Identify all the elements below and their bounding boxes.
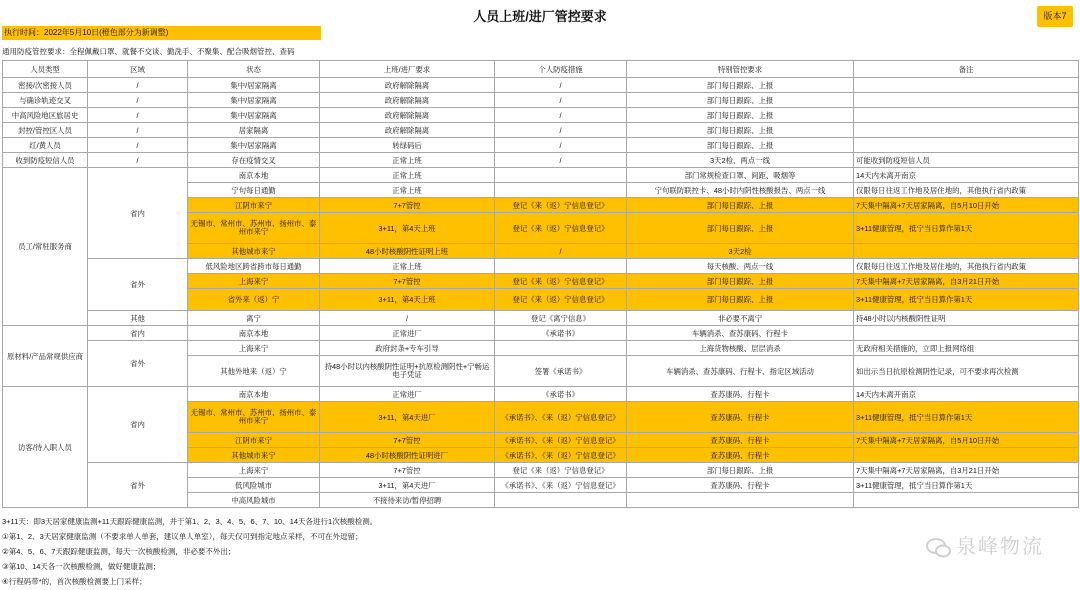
table-header-row <box>3 61 1079 78</box>
cell-area: / <box>88 93 188 108</box>
cell-status: 集中/居家隔离 <box>188 78 320 93</box>
cell-status: 江阴市来宁 <box>188 433 320 448</box>
cell-type: 密接/次密接人员 <box>3 78 88 93</box>
table-row <box>3 123 1079 138</box>
cell-note: 7天集中隔离+7天居家隔离，自3月21日开始 <box>854 463 1079 478</box>
cell-personal: / <box>495 123 627 138</box>
cell-status: 南京本地 <box>188 387 320 402</box>
cell-req: 政府解除隔离 <box>320 108 495 123</box>
cell-special: 查苏康码、行程卡 <box>627 387 854 402</box>
cell-special: 查苏康码、行程卡 <box>627 402 854 433</box>
cell-note: 14天内未离开南京 <box>854 387 1079 402</box>
cell-status: 江阴市来宁 <box>188 198 320 213</box>
cell-req: 正常进厂 <box>320 387 495 402</box>
cell-note <box>854 448 1079 463</box>
cell-personal: 《承诺书》、《来（返）宁信息登记》 <box>495 402 627 433</box>
footnote: 3+11天：即3天居家健康监测+11天跟踪健康监测，并于第1、2、3、4、5、6、7、10、14天各进行1次核酸检测。 <box>2 517 378 526</box>
table-row <box>3 341 1079 356</box>
table-row <box>3 153 1079 168</box>
control-table <box>2 60 1079 508</box>
cell-req: 3+11，第4天进厂 <box>320 478 495 493</box>
cell-req: 政府解除隔离 <box>320 123 495 138</box>
cell-note: 3+11健康管理，抵宁当日算作第1天 <box>854 289 1079 311</box>
cell-personal: 登记《来（返）宁信息登记》 <box>495 274 627 289</box>
cell-note: 3+11健康管理，抵宁当日算作第1天 <box>854 213 1079 244</box>
footnote: ④行程码带*的，首次核酸检测要上门采样； <box>2 577 147 586</box>
cell-note <box>854 123 1079 138</box>
cell-status: 无锡市、常州市、苏州市、扬州市、泰州市来宁 <box>188 402 320 433</box>
cell-req: 7+7管控 <box>320 433 495 448</box>
cell-area: / <box>88 153 188 168</box>
cell-personal: / <box>495 153 627 168</box>
cell-personal: / <box>495 138 627 153</box>
cell-special: 查苏康码、行程卡 <box>627 448 854 463</box>
cell-note <box>854 493 1079 508</box>
watermark <box>926 530 1044 559</box>
cell-note: 可能收到防疫短信人员 <box>854 153 1079 168</box>
cell-special: 部门每日跟踪、上报 <box>627 289 854 311</box>
cell-status: 上海来宁 <box>188 341 320 356</box>
cell-area: 省内 <box>88 326 188 341</box>
footnote: ③第10、14天各一次核酸检测，做好健康监测； <box>2 562 161 571</box>
cell-type: 访客/待入职人员 <box>3 387 88 508</box>
col-header: 上班/进厂要求 <box>320 61 495 78</box>
table-row <box>3 138 1079 153</box>
cell-status: 无锡市、常州市、苏州市、扬州市、泰州市来宁 <box>188 213 320 244</box>
cell-status: 宁句每日通勤 <box>188 183 320 198</box>
cell-status: 南京本地 <box>188 326 320 341</box>
cell-status: 上海来宁 <box>188 274 320 289</box>
cell-personal <box>495 168 627 183</box>
cell-status: 存在疫情交叉 <box>188 153 320 168</box>
cell-note <box>854 326 1079 341</box>
col-header: 特别管控要求 <box>627 61 854 78</box>
cell-area: 省外 <box>88 341 188 387</box>
cell-personal: 登记《来（返）宁信息登记》 <box>495 198 627 213</box>
cell-note: 无政府相关措施的，立即上报网络组 <box>854 341 1079 356</box>
cell-personal <box>495 493 627 508</box>
cell-status: 集中/居家隔离 <box>188 108 320 123</box>
cell-type: 收到防疫短信人员 <box>3 153 88 168</box>
cell-status: 集中/居家隔离 <box>188 138 320 153</box>
footnote: ①第1、2、3天居家健康监测（不要求单人单套，建议单人单室），每天仅可到指定地点采样，不可在外逗留； <box>2 532 363 541</box>
table-row <box>3 259 1079 274</box>
table-row <box>3 108 1079 123</box>
cell-personal: / <box>495 78 627 93</box>
cell-special: 部门每日跟踪、上报 <box>627 274 854 289</box>
cell-note: 7天集中隔离+7天居家隔离，自3月21日开始 <box>854 274 1079 289</box>
cell-personal <box>495 183 627 198</box>
table-row <box>3 78 1079 93</box>
cell-req: 7+7管控 <box>320 274 495 289</box>
cell-type: 员工/常驻服务商 <box>3 168 88 326</box>
cell-personal <box>495 259 627 274</box>
col-header: 备注 <box>854 61 1079 78</box>
cell-req: 3+11，第4天上班 <box>320 213 495 244</box>
watermark-text: 泉峰物流 <box>956 536 1044 558</box>
cell-req: 7+7管控 <box>320 463 495 478</box>
cell-personal: / <box>495 108 627 123</box>
cell-special: 部门每日跟踪、上报 <box>627 138 854 153</box>
cell-note: 7天集中隔离+7天居家隔离，自5月10日开始 <box>854 433 1079 448</box>
cell-type: 中高风险地区旅居史 <box>3 108 88 123</box>
cell-special: 部门每日跟踪、上报 <box>627 463 854 478</box>
cell-note: 仅限每日往返工作地及居住地的，其他执行省内政策 <box>854 259 1079 274</box>
cell-note <box>854 93 1079 108</box>
cell-special: 每天核酸、两点一线 <box>627 259 854 274</box>
cell-req: 正常上班 <box>320 183 495 198</box>
page-title: 人员上班/进厂管控要求 <box>473 9 607 24</box>
cell-special: 部门每日跟踪、上报 <box>627 108 854 123</box>
cell-note: 仅限每日往返工作地及居住地的，其他执行省内政策 <box>854 183 1079 198</box>
cell-area: 省内 <box>88 168 188 259</box>
wechat-icon <box>926 537 952 559</box>
cell-special <box>627 493 854 508</box>
cell-special: 车辆消杀、查苏康码、行程卡 <box>627 326 854 341</box>
cell-personal: / <box>495 244 627 259</box>
cell-area: 省外 <box>88 259 188 311</box>
footnotes <box>2 514 377 589</box>
footnote: ②第4、5、6、7天跟踪健康监测，每天一次核酸检测，非必要不外出； <box>2 547 236 556</box>
cell-personal: 《承诺书》、《来（返）宁信息登记》 <box>495 478 627 493</box>
cell-req: 政府解除隔离 <box>320 93 495 108</box>
cell-special: 上海货物核酸、层层消杀 <box>627 341 854 356</box>
cell-note: 持48小时以内核酸阴性证明 <box>854 311 1079 326</box>
cell-note: 3+11健康管理，抵宁当日算作第1天 <box>854 478 1079 493</box>
table-row <box>3 463 1079 478</box>
cell-status: 上海来宁 <box>188 463 320 478</box>
table-row <box>3 387 1079 402</box>
cell-type: 与确诊轨迹交叉 <box>3 93 88 108</box>
cell-special: 宁句联防联控卡、48小时内阴性核酸报告、两点一线 <box>627 183 854 198</box>
cell-note <box>854 78 1079 93</box>
cell-req: 正常上班 <box>320 168 495 183</box>
cell-status: 居家隔离 <box>188 123 320 138</box>
cell-special: 3天2检 <box>627 244 854 259</box>
table-row <box>3 93 1079 108</box>
cell-personal: 《承诺书》 <box>495 326 627 341</box>
cell-note: 3+11健康管理，抵宁当日算作第1天 <box>854 402 1079 433</box>
cell-req: 政府封条+专车引导 <box>320 341 495 356</box>
version-badge: 版本7 <box>1037 6 1073 27</box>
col-header: 个人防疫措施 <box>495 61 627 78</box>
cell-special: 部门每日跟踪、上报 <box>627 123 854 138</box>
cell-special: 部门每日跟踪、上报 <box>627 93 854 108</box>
table-row <box>3 311 1079 326</box>
cell-req: 7+7管控 <box>320 198 495 213</box>
cell-status: 南京本地 <box>188 168 320 183</box>
cell-special: 部门每日跟踪、上报 <box>627 78 854 93</box>
cell-req: 不接待来访/暂停招聘 <box>320 493 495 508</box>
cell-type: 红/黄人员 <box>3 138 88 153</box>
cell-req: 3+11，第4天上班 <box>320 289 495 311</box>
cell-personal: / <box>495 93 627 108</box>
cell-status: 集中/居家隔离 <box>188 93 320 108</box>
cell-note: 7天集中隔离+7天居家隔离，自5月10日开始 <box>854 198 1079 213</box>
cell-area: / <box>88 78 188 93</box>
cell-personal: 登记《来（返）宁信息登记》 <box>495 463 627 478</box>
cell-personal: 《承诺书》、《来（返）宁信息登记》 <box>495 448 627 463</box>
cell-req: 转绿码后 <box>320 138 495 153</box>
cell-note <box>854 108 1079 123</box>
cell-special: 查苏康码、行程卡 <box>627 433 854 448</box>
cell-note <box>854 244 1079 259</box>
cell-req: 48小时核酸阴性证明上班 <box>320 244 495 259</box>
cell-status: 其他城市来宁 <box>188 448 320 463</box>
exec-time-banner: 执行时间：2022年5月10日(橙色部分为新调整) <box>2 26 321 40</box>
cell-special: 部门每日跟踪、上报 <box>627 198 854 213</box>
cell-personal: 登记《来（返）宁信息登记》 <box>495 289 627 311</box>
cell-special: 3天2检、两点一线 <box>627 153 854 168</box>
cell-status: 省外来（返）宁 <box>188 289 320 311</box>
cell-req: / <box>320 311 495 326</box>
cell-req: 3+11，第4天进厂 <box>320 402 495 433</box>
general-requirements: 通用防疫管控要求：全程佩戴口罩、就餐不交谈、勤洗手、不聚集、配合吸烟管控、查码 <box>2 47 295 56</box>
cell-type: 封控/管控区人员 <box>3 123 88 138</box>
cell-special: 部门常规检查口罩、间距、吸烟等 <box>627 168 854 183</box>
cell-req: 正常进厂 <box>320 326 495 341</box>
table-row <box>3 168 1079 183</box>
cell-req: 48小时核酸阴性证明进厂 <box>320 448 495 463</box>
cell-area: 其他 <box>88 311 188 326</box>
cell-area: / <box>88 123 188 138</box>
cell-special: 部门每日跟踪、上报 <box>627 213 854 244</box>
cell-status: 低风险城市 <box>188 478 320 493</box>
cell-status: 其他外地来（返）宁 <box>188 356 320 387</box>
cell-note <box>854 138 1079 153</box>
cell-area: 省内 <box>88 387 188 463</box>
cell-area: 省外 <box>88 463 188 508</box>
cell-personal: 登记《离宁信息》 <box>495 311 627 326</box>
cell-personal <box>495 341 627 356</box>
cell-note: 14天内未离开南京 <box>854 168 1079 183</box>
cell-area: / <box>88 108 188 123</box>
cell-special: 非必要不离宁 <box>627 311 854 326</box>
cell-req: 持48小时以内核酸阴性证明+抗原检测阴性+宁畅运电子凭证 <box>320 356 495 387</box>
cell-req: 正常上班 <box>320 259 495 274</box>
cell-type: 原材料/产品常规供应商 <box>3 326 88 387</box>
table-row <box>3 326 1079 341</box>
cell-personal: 《承诺书》、《来（返）宁信息登记》 <box>495 433 627 448</box>
cell-special: 车辆消杀、查苏康码、行程卡、指定区域活动 <box>627 356 854 387</box>
cell-personal: 签署《承诺书》 <box>495 356 627 387</box>
cell-status: 低风险地区跨省跨市每日通勤 <box>188 259 320 274</box>
cell-status: 其他城市来宁 <box>188 244 320 259</box>
col-header: 状态 <box>188 61 320 78</box>
cell-special: 查苏康码、行程卡 <box>627 478 854 493</box>
col-header: 区域 <box>88 61 188 78</box>
cell-personal: 《承诺书》 <box>495 387 627 402</box>
col-header: 人员类型 <box>3 61 88 78</box>
cell-area: / <box>88 138 188 153</box>
cell-status: 中高风险城市 <box>188 493 320 508</box>
cell-status: 离宁 <box>188 311 320 326</box>
cell-req: 政府解除隔离 <box>320 78 495 93</box>
cell-note: 如出示当日抗原检测阴性记录，可不要求再次检测 <box>854 356 1079 387</box>
cell-personal: 登记《来（返）宁信息登记》 <box>495 213 627 244</box>
cell-req: 正常上班 <box>320 153 495 168</box>
